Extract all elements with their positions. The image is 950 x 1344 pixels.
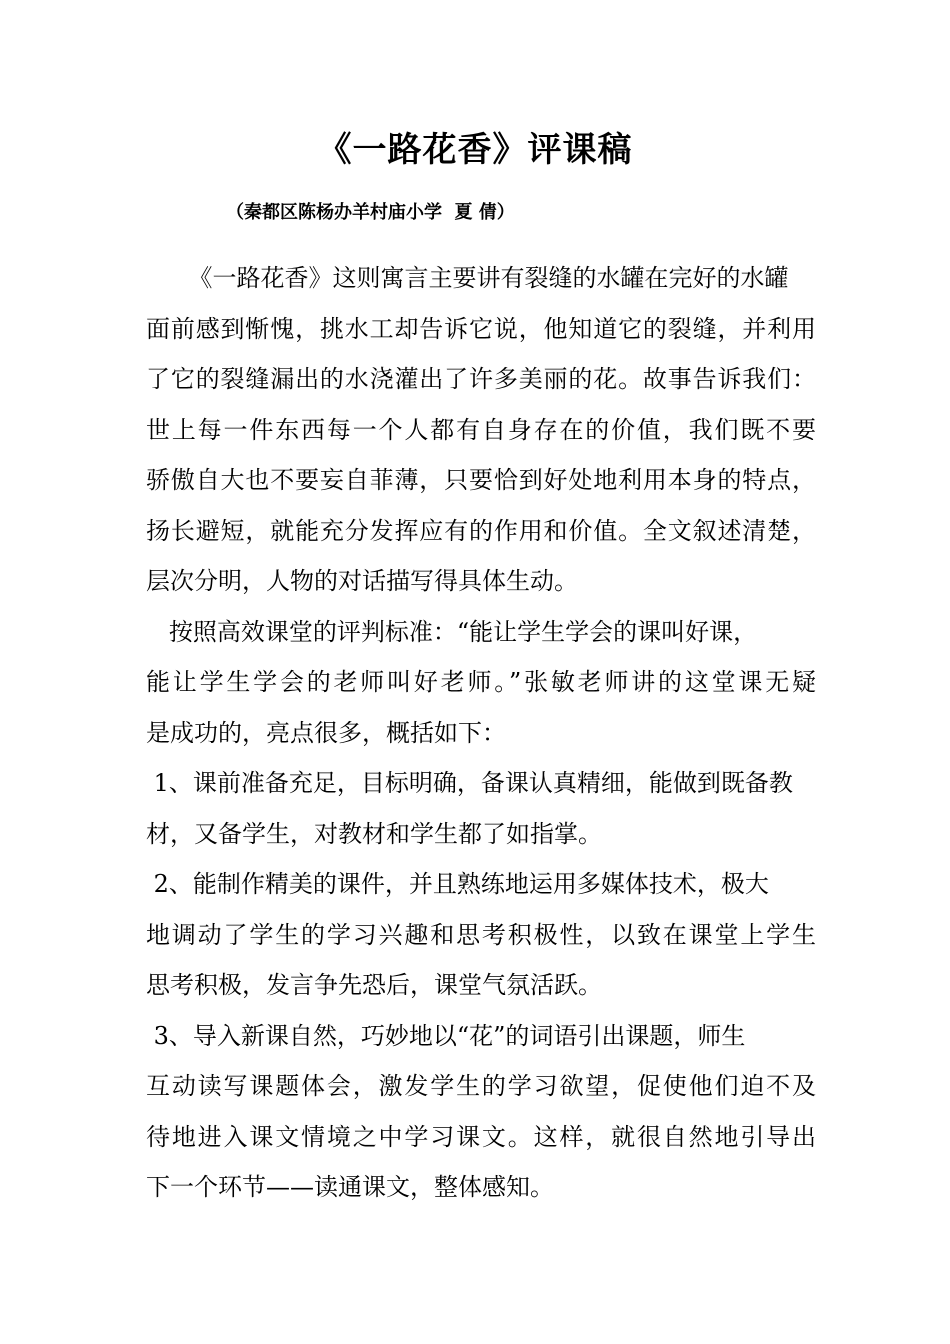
body-line: 按照高效课堂的评判标准：“能让学生学会的课叫好课，	[146, 617, 758, 646]
body-line: 骄傲自大也不要妄自菲薄，只要恰到好处地利用本身的特点，	[146, 466, 816, 494]
body-line: 互动读写课题体会，激发学生的学习欲望，促使他们迫不及	[146, 1072, 816, 1100]
body-line: 地调动了学生的学习兴趣和思考积极性，以致在课堂上学生	[146, 920, 816, 949]
body-line: 了它的裂缝漏出的水浇灌出了许多美丽的花。故事告诉我们：	[146, 365, 816, 393]
body-line: 《一路花香》这则寓言主要讲有裂缝的水罐在完好的水罐	[158, 264, 789, 292]
body-line: 思考积极，发言争先恐后，课堂气氛活跃。	[146, 971, 602, 999]
author-line: （秦都区陈杨办羊村庙小学 夏 倩）	[226, 202, 515, 223]
body-line: 材，又备学生，对教材和学生都了如指掌。	[146, 819, 602, 848]
body-line: 2、能制作精美的课件，并且熟练地运用多媒体技术，极大	[146, 870, 769, 898]
body-line: 1、课前准备充足，目标明确，备课认真精细，能做到既备教	[146, 769, 793, 797]
body-line: 世上每一件东西每一个人都有自身存在的价值，我们既不要	[146, 415, 816, 444]
body-line: 下一个环节——读通课文，整体感知。	[146, 1173, 554, 1201]
body-line: 能让学生学会的老师叫好老师。”张敏老师讲的这堂课无疑	[146, 668, 816, 696]
body-line: 是成功的，亮点很多，概括如下：	[146, 718, 506, 747]
document-title: 《一路花香》评课稿	[317, 130, 633, 170]
body-line: 扬长避短，就能充分发挥应有的作用和价值。全文叙述清楚，	[146, 516, 816, 545]
body-line: 3、导入新课自然，巧妙地以“花”的词语引出课题，师生	[146, 1021, 746, 1050]
body-line: 待地进入课文情境之中学习课文。这样，就很自然地引导出	[146, 1122, 816, 1151]
body-line: 层次分明，人物的对话描写得具体生动。	[146, 567, 578, 595]
body-line: 面前感到惭愧，挑水工却告诉它说，他知道它的裂缝，并利用	[146, 314, 816, 343]
document-body	[146, 253, 816, 1213]
